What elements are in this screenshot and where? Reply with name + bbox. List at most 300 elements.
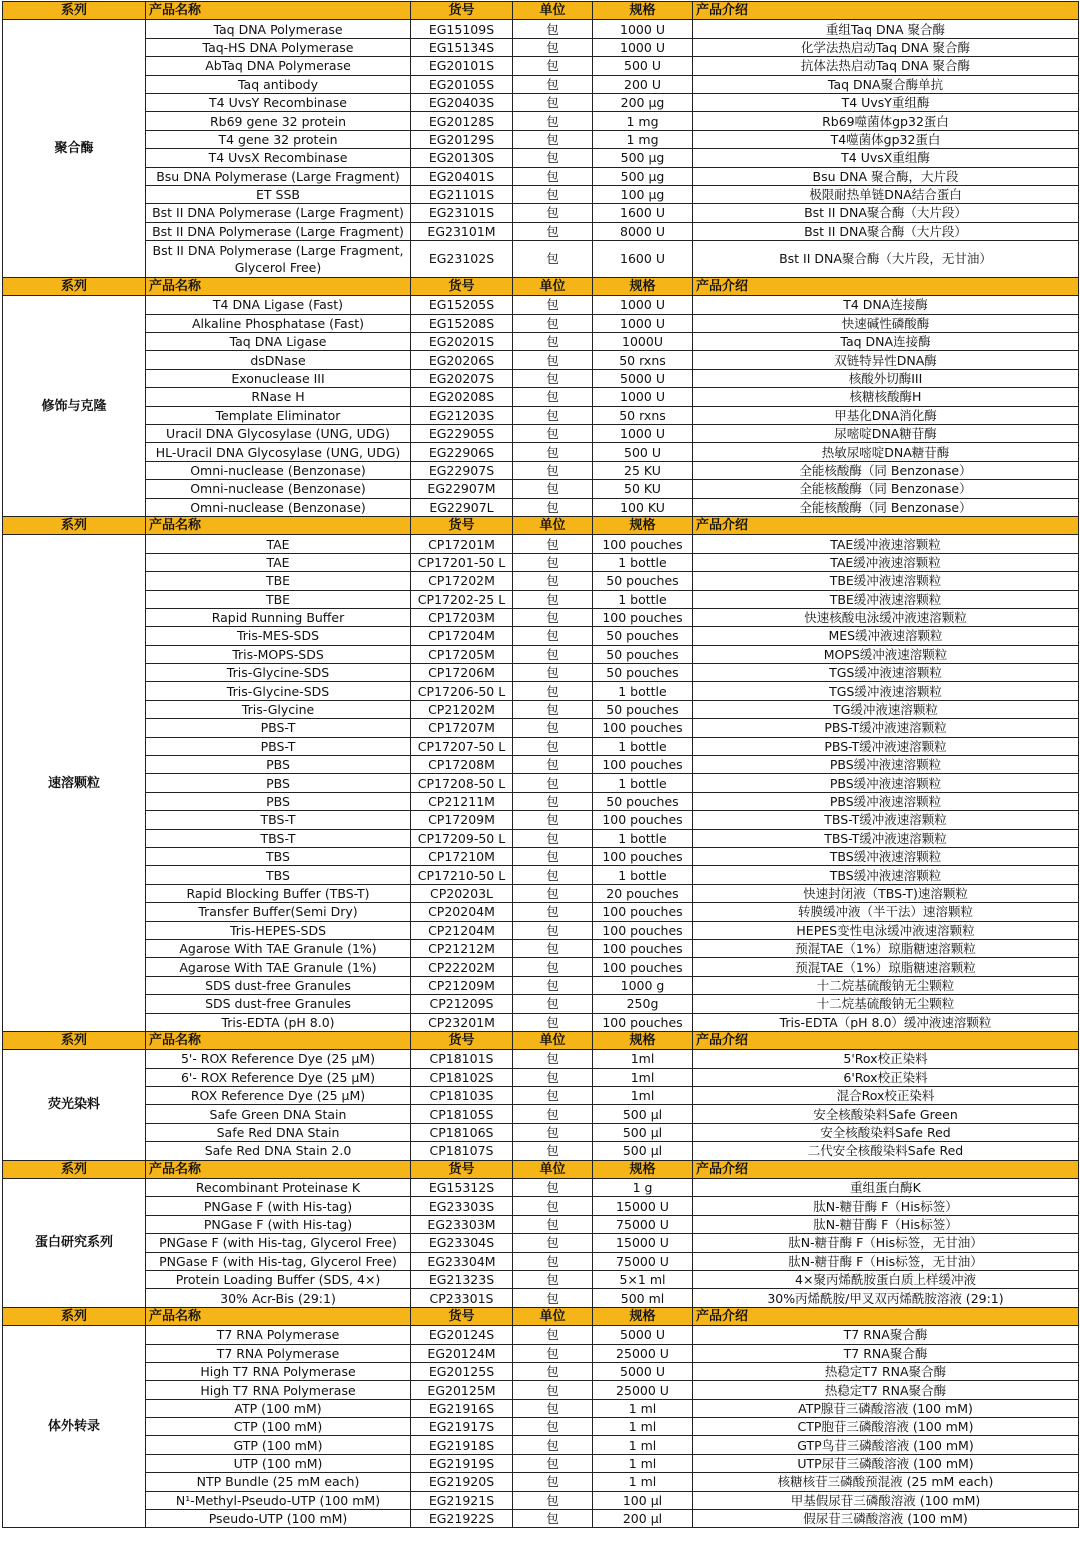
description-cell: CTP胞苷三磷酸溶液 (100 mM) xyxy=(693,1418,1079,1436)
spec-cell: 1600 U xyxy=(593,241,693,278)
table-row xyxy=(3,847,1079,865)
table-row xyxy=(3,1510,1079,1528)
unit-cell: 包 xyxy=(513,774,593,792)
spec-cell: 100 pouches xyxy=(593,756,693,774)
product-name-cell: 30% Acr-Bis (29:1) xyxy=(146,1289,411,1307)
description-cell: TBE缓冲液速溶颗粒 xyxy=(693,572,1079,590)
spec-cell: 1ml xyxy=(593,1068,693,1086)
description-cell: 甲基化DNA消化酶 xyxy=(693,406,1079,424)
category-cell: 蛋白研究系列 xyxy=(3,1179,146,1308)
catalog-number-cell: CP21209S xyxy=(411,995,513,1013)
description-cell: MES缓冲液速溶颗粒 xyxy=(693,627,1079,645)
unit-cell: 包 xyxy=(513,700,593,718)
table-row xyxy=(3,903,1079,921)
spec-cell: 1 ml xyxy=(593,1418,693,1436)
header-unit: 单位 xyxy=(513,2,593,20)
header-description: 产品介绍 xyxy=(693,1031,1079,1049)
catalog-number-cell: EG20201S xyxy=(411,333,513,351)
spec-cell: 1 bottle xyxy=(593,590,693,608)
unit-cell: 包 xyxy=(513,1087,593,1105)
catalog-number-cell: CP21202M xyxy=(411,700,513,718)
product-name-cell: T4 gene 32 protein xyxy=(146,130,411,148)
spec-cell: 500 μl xyxy=(593,1142,693,1160)
description-cell: 肽N-糖苷酶 F（His标签，无甘油） xyxy=(693,1234,1079,1252)
spec-cell: 100 μg xyxy=(593,185,693,203)
spec-cell: 100 pouches xyxy=(593,847,693,865)
product-name-cell: ROX Reference Dye (25 μM) xyxy=(146,1087,411,1105)
table-row xyxy=(3,737,1079,755)
spec-cell: 15000 U xyxy=(593,1197,693,1215)
product-name-cell: UTP (100 mM) xyxy=(146,1454,411,1472)
header-spec: 规格 xyxy=(593,516,693,534)
product-name-cell: Omni-nuclease (Benzonase) xyxy=(146,480,411,498)
catalog-number-cell: CP17206M xyxy=(411,664,513,682)
product-name-cell: Protein Loading Buffer (SDS, 4×) xyxy=(146,1270,411,1288)
description-cell: 全能核酸酶（同 Benzonase） xyxy=(693,480,1079,498)
description-cell: 安全核酸染料Safe Red xyxy=(693,1123,1079,1141)
catalog-number-cell: CP18105S xyxy=(411,1105,513,1123)
description-cell: T4噬菌体gp32蛋白 xyxy=(693,130,1079,148)
header-spec: 规格 xyxy=(593,2,693,20)
table-row xyxy=(3,590,1079,608)
unit-cell: 包 xyxy=(513,480,593,498)
catalog-number-cell: CP17205M xyxy=(411,645,513,663)
table-row xyxy=(3,1252,1079,1270)
header-product-name: 产品名称 xyxy=(146,516,411,534)
table-row xyxy=(3,884,1079,902)
product-name-cell: Rapid Running Buffer xyxy=(146,608,411,626)
header-description: 产品介绍 xyxy=(693,1160,1079,1178)
catalog-number-cell: EG20207S xyxy=(411,369,513,387)
table-row xyxy=(3,498,1079,516)
product-name-cell: Uracil DNA Glycosylase (UNG, UDG) xyxy=(146,425,411,443)
unit-cell: 包 xyxy=(513,1270,593,1288)
spec-cell: 5000 U xyxy=(593,1326,693,1344)
catalog-number-cell: EG20101S xyxy=(411,57,513,75)
description-cell: 核糖核苷三磷酸预混液 (25 mM each) xyxy=(693,1473,1079,1491)
unit-cell: 包 xyxy=(513,1344,593,1362)
catalog-number-cell: CP23201M xyxy=(411,1013,513,1031)
product-name-cell: Safe Red DNA Stain xyxy=(146,1123,411,1141)
spec-cell: 500 U xyxy=(593,443,693,461)
unit-cell: 包 xyxy=(513,535,593,553)
header-product-name: 产品名称 xyxy=(146,1307,411,1325)
product-name-cell: Taq antibody xyxy=(146,75,411,93)
description-cell: Taq DNA连接酶 xyxy=(693,333,1079,351)
table-row xyxy=(3,1142,1079,1160)
table-row xyxy=(3,1344,1079,1362)
description-cell: 化学法热启动Taq DNA 聚合酶 xyxy=(693,38,1079,56)
spec-cell: 250g xyxy=(593,995,693,1013)
unit-cell: 包 xyxy=(513,737,593,755)
table-row xyxy=(3,314,1079,332)
table-row xyxy=(3,792,1079,810)
unit-cell: 包 xyxy=(513,314,593,332)
catalog-number-cell: EG20403S xyxy=(411,93,513,111)
unit-cell: 包 xyxy=(513,75,593,93)
table-row xyxy=(3,1289,1079,1307)
unit-cell: 包 xyxy=(513,903,593,921)
unit-cell: 包 xyxy=(513,241,593,278)
table-row xyxy=(3,1068,1079,1086)
table-row xyxy=(3,351,1079,369)
catalog-number-cell: EG21101S xyxy=(411,185,513,203)
header-description: 产品介绍 xyxy=(693,1307,1079,1325)
header-description: 产品介绍 xyxy=(693,516,1079,534)
unit-cell: 包 xyxy=(513,608,593,626)
product-name-cell: TBE xyxy=(146,590,411,608)
product-name-cell: N¹-Methyl-Pseudo-UTP (100 mM) xyxy=(146,1491,411,1509)
catalog-number-cell: EG21203S xyxy=(411,406,513,424)
catalog-number-cell: EG23102S xyxy=(411,241,513,278)
table-row xyxy=(3,958,1079,976)
product-name-cell: Bst II DNA Polymerase (Large Fragment, Glycerol Free) xyxy=(146,241,411,278)
product-name-cell: Taq DNA Ligase xyxy=(146,333,411,351)
unit-cell: 包 xyxy=(513,185,593,203)
spec-cell: 500 μg xyxy=(593,149,693,167)
catalog-number-cell: EG15205S xyxy=(411,296,513,314)
catalog-number-cell: CP17204M xyxy=(411,627,513,645)
product-name-cell: Tris-HEPES-SDS xyxy=(146,921,411,939)
product-name-cell: Tris-MES-SDS xyxy=(146,627,411,645)
unit-cell: 包 xyxy=(513,1105,593,1123)
table-row xyxy=(3,1362,1079,1380)
description-cell: 预混TAE（1%）琼脂糖速溶颗粒 xyxy=(693,958,1079,976)
description-cell: 双链特异性DNA酶 xyxy=(693,351,1079,369)
spec-cell: 100 KU xyxy=(593,498,693,516)
catalog-number-cell: CP18106S xyxy=(411,1123,513,1141)
description-cell: T4 UvsY重组酶 xyxy=(693,93,1079,111)
description-cell: 混合Rox校正染料 xyxy=(693,1087,1079,1105)
spec-cell: 1 mg xyxy=(593,112,693,130)
header-product-name: 产品名称 xyxy=(146,1160,411,1178)
catalog-number-cell: EG23304S xyxy=(411,1234,513,1252)
table-row xyxy=(3,995,1079,1013)
spec-cell: 1000 U xyxy=(593,425,693,443)
catalog-number-cell: CP18101S xyxy=(411,1050,513,1068)
unit-cell: 包 xyxy=(513,1399,593,1417)
spec-cell: 100 pouches xyxy=(593,939,693,957)
spec-cell: 200 μl xyxy=(593,1510,693,1528)
header-product-name: 产品名称 xyxy=(146,277,411,295)
catalog-number-cell: EG15134S xyxy=(411,38,513,56)
unit-cell: 包 xyxy=(513,811,593,829)
spec-cell: 75000 U xyxy=(593,1215,693,1233)
description-cell: TBS-T缓冲液速溶颗粒 xyxy=(693,829,1079,847)
header-catalog-number: 货号 xyxy=(411,516,513,534)
spec-cell: 50 pouches xyxy=(593,645,693,663)
product-name-cell: T4 DNA Ligase (Fast) xyxy=(146,296,411,314)
product-name-cell: Safe Red DNA Stain 2.0 xyxy=(146,1142,411,1160)
product-name-cell: Tris-Glycine-SDS xyxy=(146,682,411,700)
description-cell: 快速核酸电泳缓冲液速溶颗粒 xyxy=(693,608,1079,626)
product-name-cell: ATP (100 mM) xyxy=(146,1399,411,1417)
description-cell: TBS缓冲液速溶颗粒 xyxy=(693,847,1079,865)
unit-cell: 包 xyxy=(513,1418,593,1436)
table-row xyxy=(3,829,1079,847)
table-row xyxy=(3,719,1079,737)
table-row xyxy=(3,1418,1079,1436)
header-catalog-number: 货号 xyxy=(411,277,513,295)
unit-cell: 包 xyxy=(513,333,593,351)
description-cell: 热敏尿嘧啶DNA糖苷酶 xyxy=(693,443,1079,461)
spec-cell: 200 U xyxy=(593,75,693,93)
catalog-number-cell: EG23101M xyxy=(411,222,513,240)
table-row xyxy=(3,608,1079,626)
header-catalog-number: 货号 xyxy=(411,1160,513,1178)
unit-cell: 包 xyxy=(513,57,593,75)
header-unit: 单位 xyxy=(513,277,593,295)
unit-cell: 包 xyxy=(513,149,593,167)
catalog-number-cell: EG15208S xyxy=(411,314,513,332)
catalog-number-cell: EG20208S xyxy=(411,388,513,406)
description-cell: HEPES变性电泳缓冲液速溶颗粒 xyxy=(693,921,1079,939)
table-row xyxy=(3,112,1079,130)
product-name-cell: PBS-T xyxy=(146,719,411,737)
table-row xyxy=(3,149,1079,167)
spec-cell: 50 rxns xyxy=(593,406,693,424)
product-name-cell: PBS-T xyxy=(146,737,411,755)
table-row xyxy=(3,57,1079,75)
product-name-cell: Bsu DNA Polymerase (Large Fragment) xyxy=(146,167,411,185)
unit-cell: 包 xyxy=(513,590,593,608)
table-row xyxy=(3,1473,1079,1491)
spec-cell: 25000 U xyxy=(593,1344,693,1362)
description-cell: 肽N-糖苷酶 F（His标签） xyxy=(693,1215,1079,1233)
description-cell: MOPS缓冲液速溶颗粒 xyxy=(693,645,1079,663)
product-name-cell: Tris-Glycine-SDS xyxy=(146,664,411,682)
unit-cell: 包 xyxy=(513,921,593,939)
catalog-number-cell: EG21919S xyxy=(411,1454,513,1472)
catalog-number-cell: CP18107S xyxy=(411,1142,513,1160)
unit-cell: 包 xyxy=(513,1252,593,1270)
catalog-number-cell: CP17201-50 L xyxy=(411,553,513,571)
spec-cell: 100 pouches xyxy=(593,535,693,553)
unit-cell: 包 xyxy=(513,425,593,443)
description-cell: 十二烷基硫酸钠无尘颗粒 xyxy=(693,995,1079,1013)
header-description: 产品介绍 xyxy=(693,2,1079,20)
table-row xyxy=(3,204,1079,222)
table-row xyxy=(3,1399,1079,1417)
catalog-number-cell: EG21918S xyxy=(411,1436,513,1454)
description-cell: Bst II DNA聚合酶（大片段） xyxy=(693,222,1079,240)
description-cell: Bst II DNA聚合酶（大片段，无甘油） xyxy=(693,241,1079,278)
header-series: 系列 xyxy=(3,516,146,534)
spec-cell: 1 bottle xyxy=(593,553,693,571)
catalog-number-cell: EG22907L xyxy=(411,498,513,516)
product-name-cell: dsDNase xyxy=(146,351,411,369)
header-spec: 规格 xyxy=(593,277,693,295)
catalog-number-cell: CP20203L xyxy=(411,884,513,902)
description-cell: 尿嘧啶DNA糖苷酶 xyxy=(693,425,1079,443)
unit-cell: 包 xyxy=(513,112,593,130)
catalog-number-cell: CP18103S xyxy=(411,1087,513,1105)
unit-cell: 包 xyxy=(513,866,593,884)
catalog-number-cell: EG21922S xyxy=(411,1510,513,1528)
header-series: 系列 xyxy=(3,277,146,295)
table-row xyxy=(3,774,1079,792)
catalog-number-cell: EG22907M xyxy=(411,480,513,498)
table-row xyxy=(3,1123,1079,1141)
description-cell: Tris-EDTA（pH 8.0）缓冲液速溶颗粒 xyxy=(693,1013,1079,1031)
unit-cell: 包 xyxy=(513,130,593,148)
spec-cell: 1600 U xyxy=(593,204,693,222)
unit-cell: 包 xyxy=(513,976,593,994)
spec-cell: 100 pouches xyxy=(593,921,693,939)
description-cell: TBS缓冲液速溶颗粒 xyxy=(693,866,1079,884)
spec-cell: 100 μl xyxy=(593,1491,693,1509)
unit-cell: 包 xyxy=(513,572,593,590)
spec-cell: 1000 U xyxy=(593,38,693,56)
unit-cell: 包 xyxy=(513,461,593,479)
description-cell: 热稳定T7 RNA聚合酶 xyxy=(693,1381,1079,1399)
spec-cell: 1 ml xyxy=(593,1454,693,1472)
category-cell: 荧光染料 xyxy=(3,1050,146,1160)
product-name-cell: 6'- ROX Reference Dye (25 μM) xyxy=(146,1068,411,1086)
section-header-row xyxy=(3,516,1079,534)
table-row xyxy=(3,976,1079,994)
header-series: 系列 xyxy=(3,1307,146,1325)
spec-cell: 100 pouches xyxy=(593,958,693,976)
unit-cell: 包 xyxy=(513,1123,593,1141)
unit-cell: 包 xyxy=(513,20,593,38)
header-series: 系列 xyxy=(3,1031,146,1049)
catalog-number-cell: EG23101S xyxy=(411,204,513,222)
spec-cell: 500 μl xyxy=(593,1105,693,1123)
description-cell: 假尿苷三磷酸溶液 (100 mM) xyxy=(693,1510,1079,1528)
header-unit: 单位 xyxy=(513,516,593,534)
catalog-number-cell: EG22905S xyxy=(411,425,513,443)
catalog-number-cell: EG20125M xyxy=(411,1381,513,1399)
product-name-cell: Exonuclease III xyxy=(146,369,411,387)
table-row xyxy=(3,1270,1079,1288)
unit-cell: 包 xyxy=(513,222,593,240)
header-series: 系列 xyxy=(3,1160,146,1178)
unit-cell: 包 xyxy=(513,1013,593,1031)
catalog-number-cell: CP17210-50 L xyxy=(411,866,513,884)
product-name-cell: T7 RNA Polymerase xyxy=(146,1326,411,1344)
table-row xyxy=(3,921,1079,939)
header-spec: 规格 xyxy=(593,1160,693,1178)
spec-cell: 1000U xyxy=(593,333,693,351)
table-row xyxy=(3,627,1079,645)
product-name-cell: GTP (100 mM) xyxy=(146,1436,411,1454)
spec-cell: 5×1 ml xyxy=(593,1270,693,1288)
table-row xyxy=(3,811,1079,829)
catalog-number-cell: CP23301S xyxy=(411,1289,513,1307)
description-cell: TAE缓冲液速溶颗粒 xyxy=(693,553,1079,571)
unit-cell: 包 xyxy=(513,1473,593,1491)
description-cell: PBS缓冲液速溶颗粒 xyxy=(693,774,1079,792)
section-header-row xyxy=(3,1160,1079,1178)
catalog-number-cell: EG20401S xyxy=(411,167,513,185)
catalog-number-cell: EG21917S xyxy=(411,1418,513,1436)
product-name-cell: RNase H xyxy=(146,388,411,406)
header-spec: 规格 xyxy=(593,1031,693,1049)
description-cell: T7 RNA聚合酶 xyxy=(693,1344,1079,1362)
spec-cell: 100 pouches xyxy=(593,903,693,921)
table-row xyxy=(3,1381,1079,1399)
product-name-cell: Omni-nuclease (Benzonase) xyxy=(146,461,411,479)
header-product-name: 产品名称 xyxy=(146,1031,411,1049)
header-spec: 规格 xyxy=(593,1307,693,1325)
table-row xyxy=(3,1491,1079,1509)
description-cell: 全能核酸酶（同 Benzonase） xyxy=(693,461,1079,479)
table-row xyxy=(3,1179,1079,1197)
product-name-cell: SDS dust-free Granules xyxy=(146,976,411,994)
catalog-number-cell: CP21211M xyxy=(411,792,513,810)
table-row xyxy=(3,1105,1079,1123)
description-cell: 十二烷基硫酸钠无尘颗粒 xyxy=(693,976,1079,994)
catalog-number-cell: EG20105S xyxy=(411,75,513,93)
product-table-body xyxy=(3,2,1079,1528)
unit-cell: 包 xyxy=(513,498,593,516)
product-name-cell: Agarose With TAE Granule (1%) xyxy=(146,958,411,976)
table-row xyxy=(3,1326,1079,1344)
catalog-number-cell: EG15109S xyxy=(411,20,513,38)
description-cell: Bsu DNA 聚合酶，大片段 xyxy=(693,167,1079,185)
product-name-cell: PNGase F (with His-tag) xyxy=(146,1215,411,1233)
table-row xyxy=(3,535,1079,553)
unit-cell: 包 xyxy=(513,1142,593,1160)
catalog-number-cell: EG22907S xyxy=(411,461,513,479)
table-row xyxy=(3,461,1079,479)
unit-cell: 包 xyxy=(513,1362,593,1380)
unit-cell: 包 xyxy=(513,792,593,810)
unit-cell: 包 xyxy=(513,958,593,976)
description-cell: 肽N-糖苷酶 F（His标签，无甘油） xyxy=(693,1252,1079,1270)
table-row xyxy=(3,572,1079,590)
product-name-cell: Tris-EDTA (pH 8.0) xyxy=(146,1013,411,1031)
table-row xyxy=(3,1197,1079,1215)
catalog-number-cell: EG20124M xyxy=(411,1344,513,1362)
description-cell: 4×聚丙烯酰胺蛋白质上样缓冲液 xyxy=(693,1270,1079,1288)
table-row xyxy=(3,1050,1079,1068)
description-cell: 重组蛋白酶K xyxy=(693,1179,1079,1197)
catalog-number-cell: EG23303M xyxy=(411,1215,513,1233)
unit-cell: 包 xyxy=(513,1510,593,1528)
table-row xyxy=(3,1013,1079,1031)
catalog-number-cell: EG21921S xyxy=(411,1491,513,1509)
product-price-table xyxy=(2,1,1079,1528)
header-unit: 单位 xyxy=(513,1307,593,1325)
unit-cell: 包 xyxy=(513,829,593,847)
product-name-cell: Transfer Buffer(Semi Dry) xyxy=(146,903,411,921)
description-cell: UTP尿苷三磷酸溶液 (100 mM) xyxy=(693,1454,1079,1472)
spec-cell: 1000 U xyxy=(593,388,693,406)
product-name-cell: TBS xyxy=(146,866,411,884)
catalog-number-cell: EG23303S xyxy=(411,1197,513,1215)
table-row xyxy=(3,1436,1079,1454)
catalog-number-cell: EG20125S xyxy=(411,1362,513,1380)
spec-cell: 15000 U xyxy=(593,1234,693,1252)
unit-cell: 包 xyxy=(513,1436,593,1454)
description-cell: 甲基假尿苷三磷酸溶液 (100 mM) xyxy=(693,1491,1079,1509)
table-row xyxy=(3,333,1079,351)
spec-cell: 1 ml xyxy=(593,1436,693,1454)
description-cell: TGS缓冲液速溶颗粒 xyxy=(693,682,1079,700)
spec-cell: 1000 U xyxy=(593,296,693,314)
spec-cell: 1 bottle xyxy=(593,737,693,755)
spec-cell: 1000 g xyxy=(593,976,693,994)
spec-cell: 200 μg xyxy=(593,93,693,111)
unit-cell: 包 xyxy=(513,296,593,314)
unit-cell: 包 xyxy=(513,204,593,222)
product-name-cell: TBS xyxy=(146,847,411,865)
description-cell: T7 RNA聚合酶 xyxy=(693,1326,1079,1344)
unit-cell: 包 xyxy=(513,847,593,865)
table-row xyxy=(3,480,1079,498)
